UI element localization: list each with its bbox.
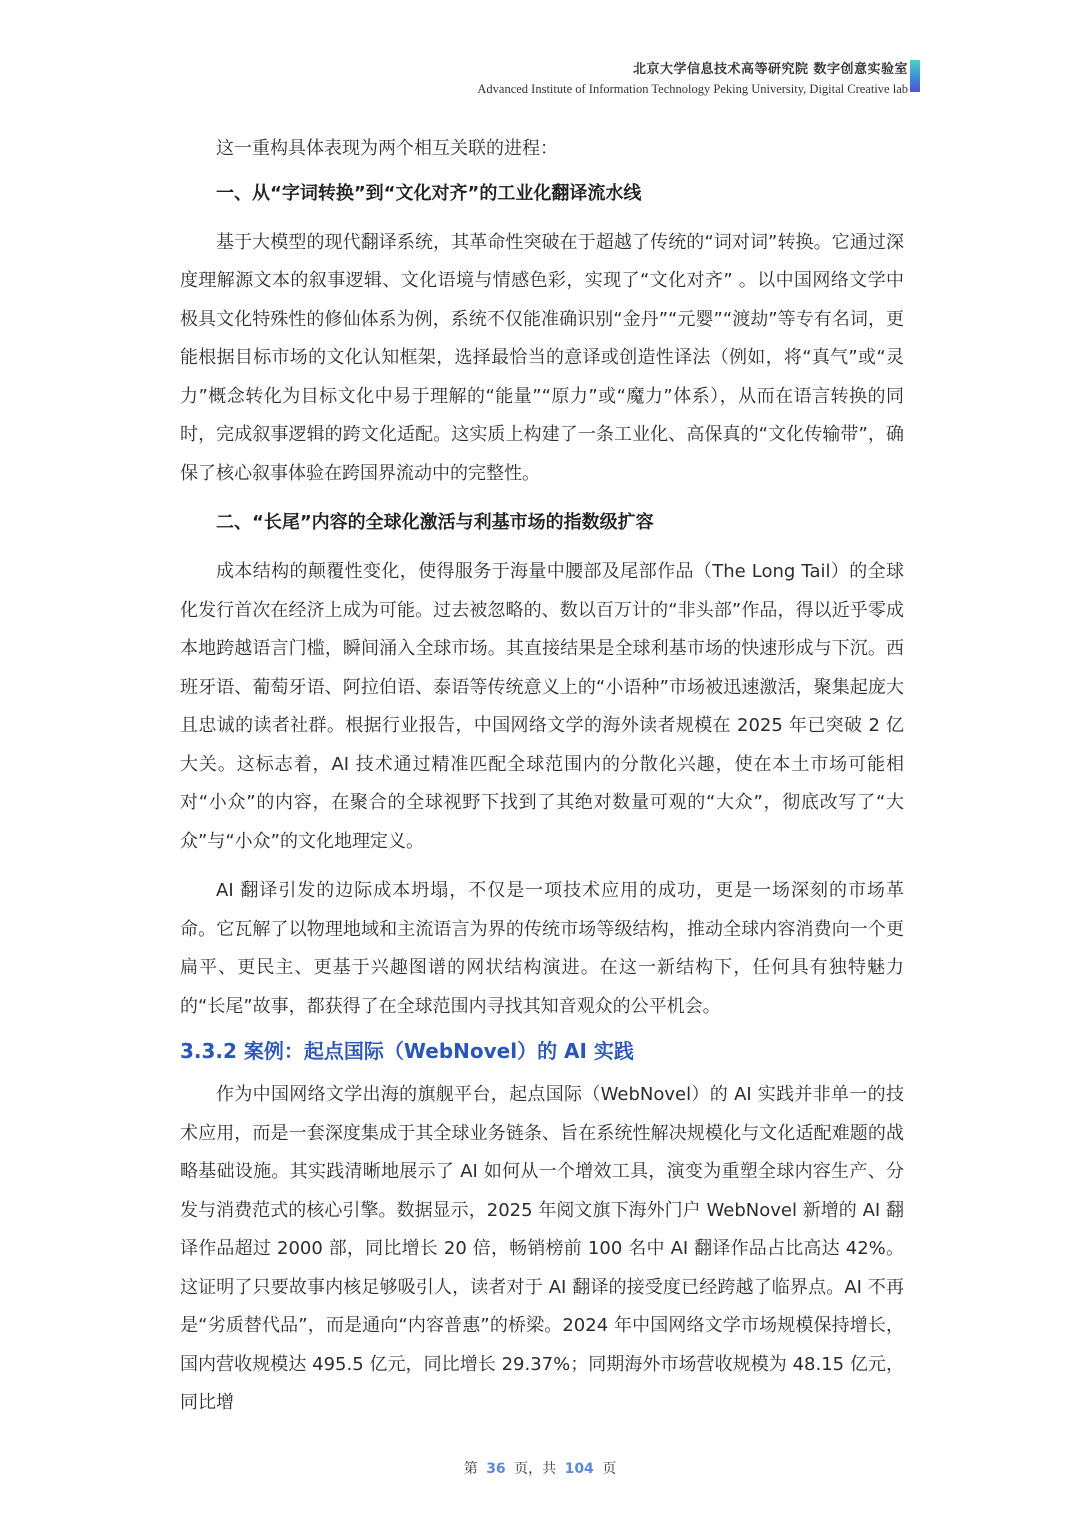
paragraph-cultural-alignment: 基于大模型的现代翻译系统，其革命性突破在于超越了传统的“词对词”转换。它通过深度理解源文本的叙事逻辑、文化语境与情感色彩，实现了“文化对齐” 。以中国网络文学中极具文化特殊性的修仙体系为例，系统不仅能准确识别“金丹”“元婴”“渡劫”等专有名词，更能根据目标市场的文化认知框架，选择最恰当的意译或创造性译法（例如，将“真气”或“灵力”概念转化为目标文化中易于理解的“能量”“原力”或“魔力”体系），从而在语言转换的同时，完成叙事逻辑的跨文化适配。这实质上构建了一条工业化、高保真的“文化传输带”，确保了核心叙事体验在跨国界流动中的完整性。 (180, 231, 904, 484)
current-page-number: 36 (486, 1461, 506, 1477)
subheading-translation-pipeline: 一、从“字词转换”到“文化对齐”的工业化翻译流水线 (216, 182, 642, 204)
intro-paragraph: 这一重构具体表现为两个相互关联的进程： (216, 138, 558, 159)
page-footer (0, 1458, 1080, 1478)
footer-suffix: 页 (602, 1461, 617, 1477)
page-body (180, 126, 904, 1423)
header-title-cn: 北京大学信息技术高等研究院 数字创意实验室 (632, 62, 908, 77)
header-accent-bar (910, 60, 920, 92)
paragraph-long-tail: 成本结构的颠覆性变化，使得服务于海量中腰部及尾部作品（The Long Tail）的全球化发行首次在经济上成为可能。过去被忽略的、数以百万计的“非头部”作品，得以近乎零成本地跨越语言门槛，瞬间涌入全球市场。其直接结果是全球利基市场的快速形成与下沉。西班牙语、葡萄牙语、阿拉伯语、泰语等传统意义上的“小语种”市场被迅速激活，聚集起庞大且忠诚的读者社群。根据行业报告，中国网络文学的海外读者规模在 2025 年已突破 2 亿大关。这标志着，AI 技术通过精准匹配全球范围内的分散化兴趣，使在本土市场可能相对“小众”的内容，在聚合的全球视野下找到了其绝对数量可观的“大众”，彻底改写了“大众”与“小众”的文化地理定义。 (180, 561, 904, 852)
page-header (477, 60, 908, 98)
footer-middle: 页，共 (514, 1461, 557, 1477)
paragraph-webnovel-case: 作为中国网络文学出海的旗舰平台，起点国际（WebNovel）的 AI 实践并非单一的技术应用，而是一套深度集成于其全球业务链条、旨在系统性解决规模化与文化适配难题的战略基础设施。其实践清晰地展示了 AI 如何从一个增效工具，演变为重塑全球内容生产、分发与消费范式的核心引擎。数据显示，2025 年阅文旗下海外门户 WebNovel 新增的 AI 翻译作品超过 2000 部，同比增长 20 倍，畅销榜前 100 名中 AI 翻译作品占比高达 42%。这证明了只要故事内核足够吸引人，读者对于 AI 翻译的接受度已经跨越了临界点。AI 不再是“劣质替代品”，而是通向“内容普惠”的桥梁。2024 年中国网络文学市场规模保持增长，国内营收规模达 495.5 亿元，同比增长 29.37%；同期海外市场营收规模为 48.15 亿元，同比增 (180, 1084, 904, 1413)
section-title: 3.3.2 案例：起点国际（WebNovel）的 AI 实践 (180, 1039, 634, 1063)
subheading-long-tail: 二、“长尾”内容的全球化激活与利基市场的指数级扩容 (216, 512, 654, 533)
total-page-number: 104 (564, 1461, 594, 1477)
footer-prefix: 第 (463, 1461, 478, 1477)
header-title-en: Advanced Institute of Information Technology Peking University, Digital Creative lab (477, 82, 908, 96)
paragraph-market-revolution: AI 翻译引发的边际成本坍塌，不仅是一项技术应用的成功，更是一场深刻的市场革命。它瓦解了以物理地域和主流语言为界的传统市场等级结构，推动全球内容消费向一个更扁平、更民主、更基于兴趣图谱的网状结构演进。在这一新结构下，任何具有独特魅力的“长尾”故事，都获得了在全球范围内寻找其知音观众的公平机会。 (180, 880, 904, 1017)
